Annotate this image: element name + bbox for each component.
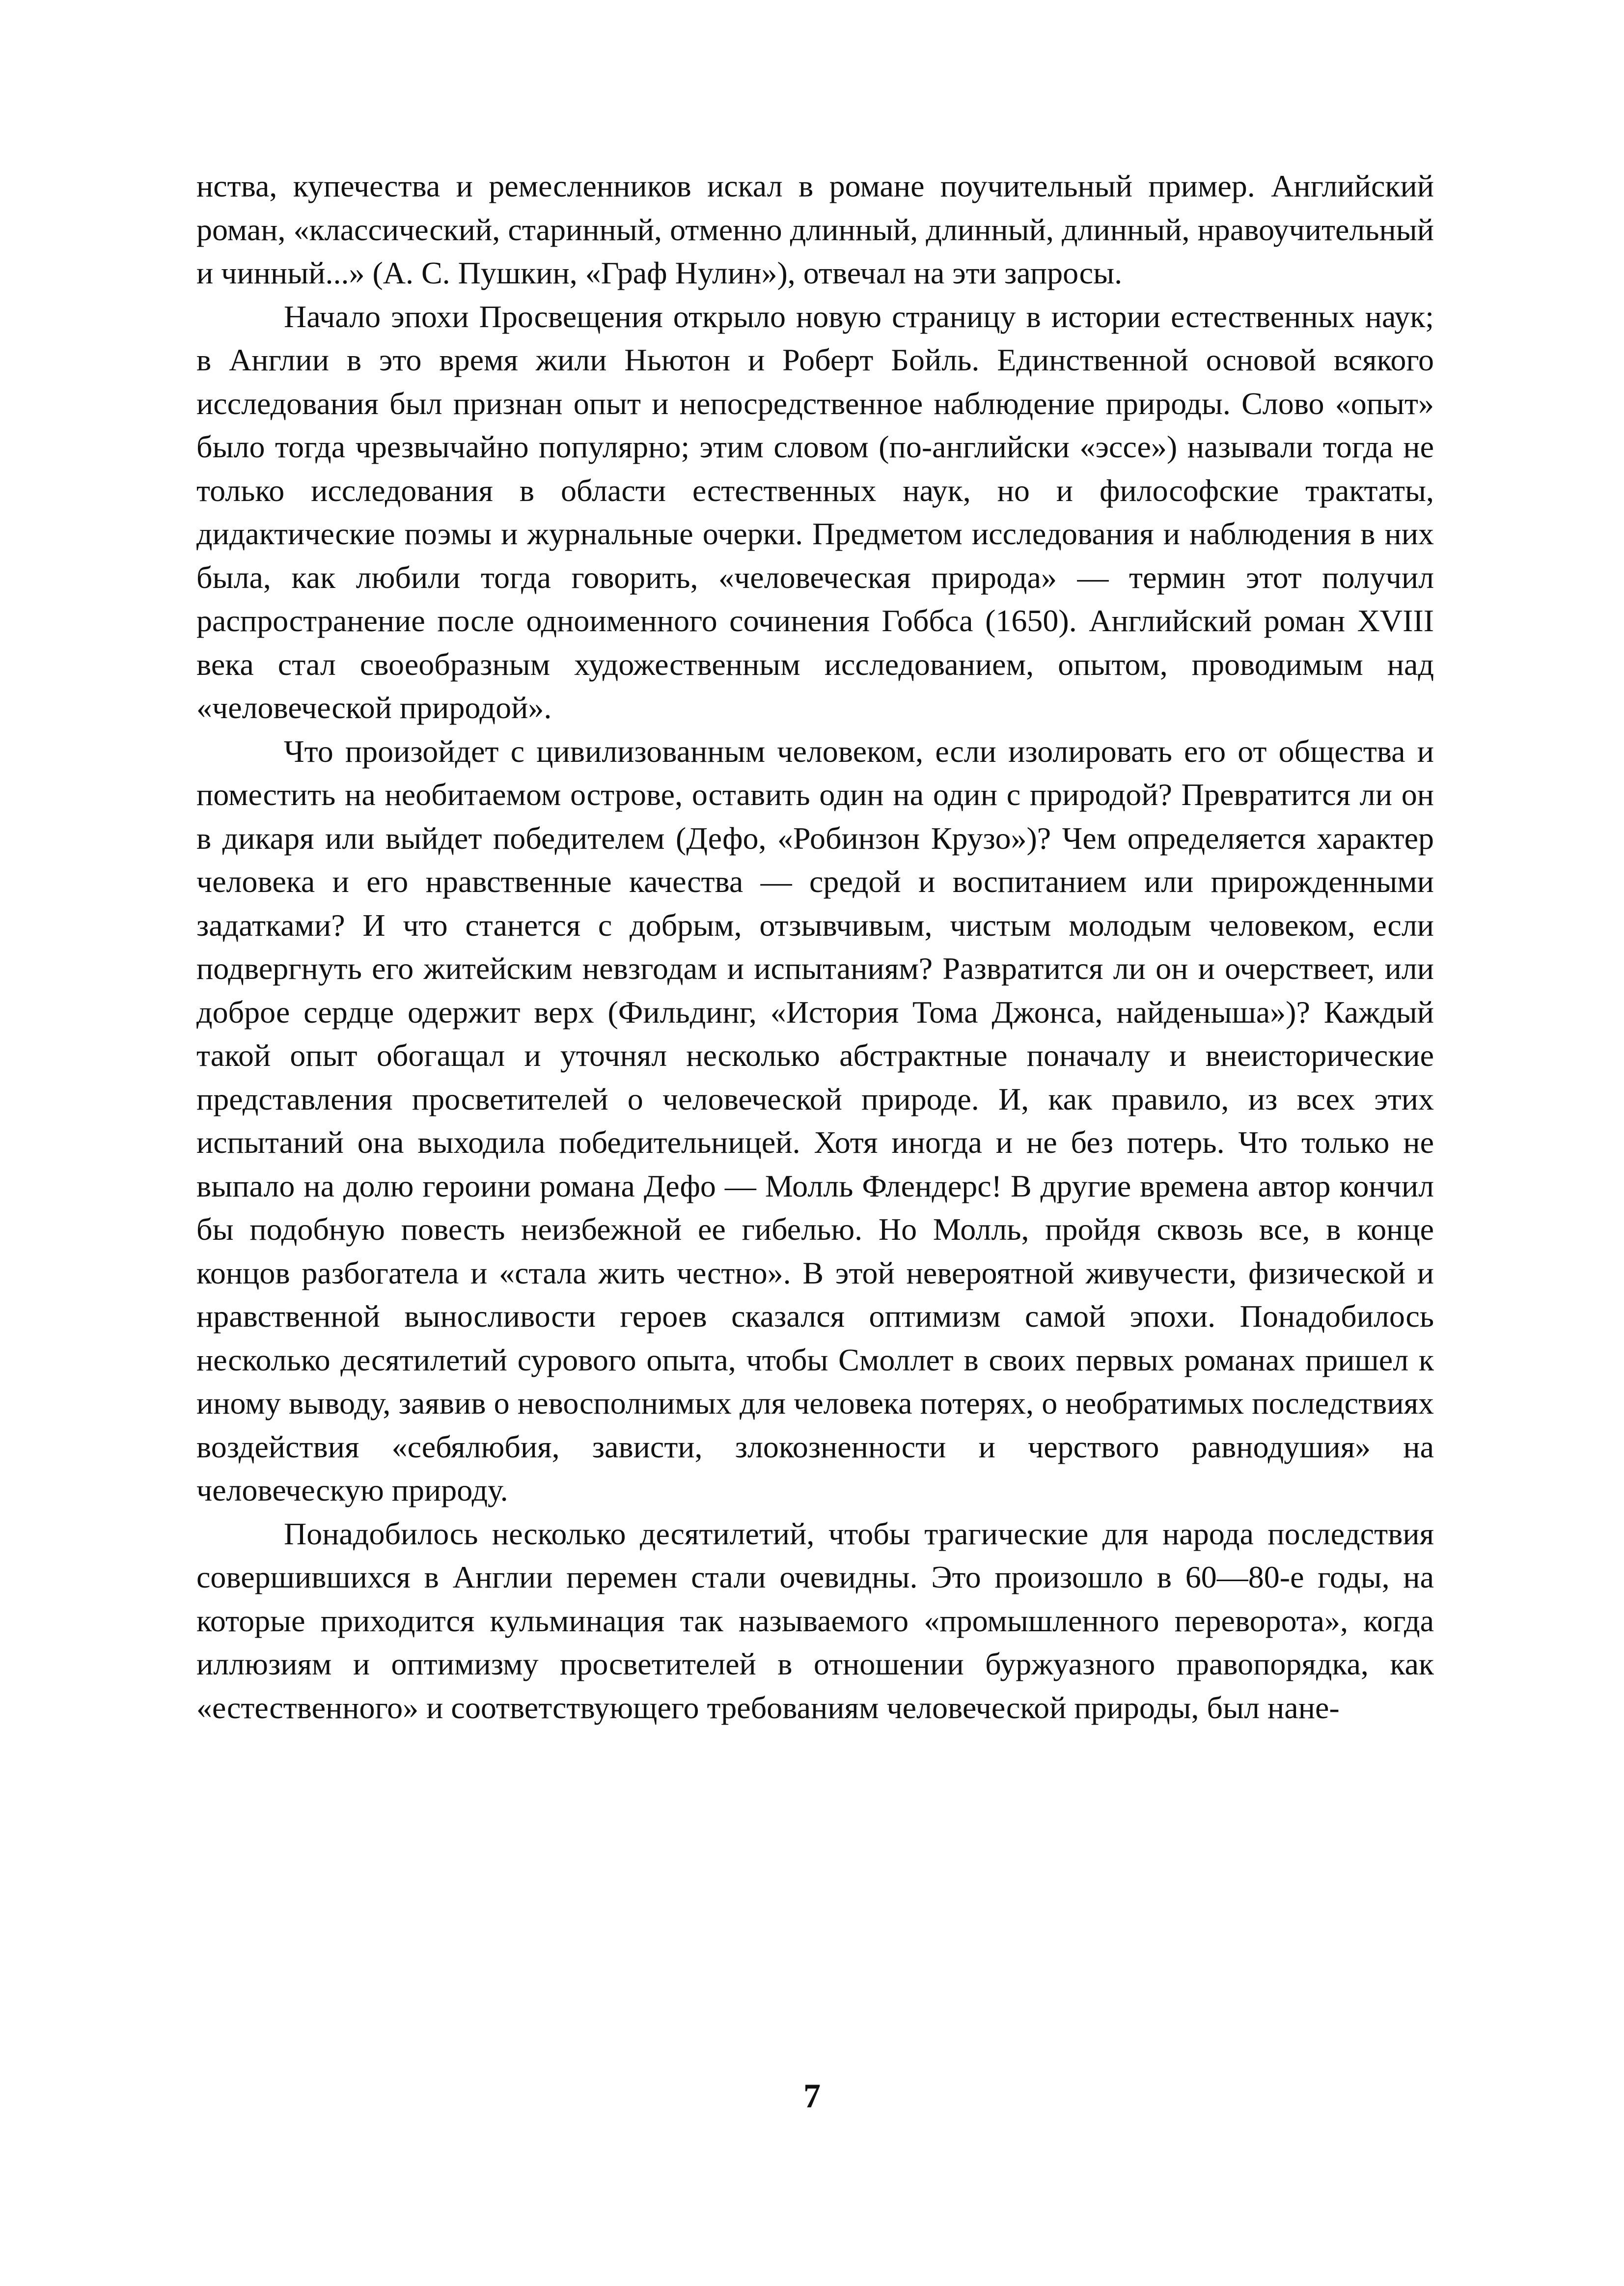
paragraph-continuation: нства, купечества и ремесленников искал в романе поучительный пример. Английский роман, «классический, старинный, отменно длинный, длинный, длинный, нравоучительный и чинный...» (А. С. Пушкин, «Граф Нулин»), отвечал на эти запросы. bbox=[196, 168, 1434, 290]
body-text bbox=[196, 165, 1434, 1729]
paragraph-decades: Понадобилось несколько десятилетий, чтобы трагические для народа последствия совершившихся в Англии перемен стали очевидны. Это произошло в 60—80-е годы, на которые приходится кульминация так называемого «промышленного переворота», когда иллюзиям и оптимизму просветителей в отношении буржуазного правопорядка, как «естественного» и соответствующего требованиям человеческой природы, был нане- bbox=[196, 1516, 1434, 1725]
paragraph-enlightenment: Начало эпохи Просвещения открыло новую страницу в истории естественных наук; в Англии в это время жили Ньютон и Роберт Бойль. Единственной основой всякого исследования был признан опыт и непосредственное наблюдение природы. Слово «опыт» было тогда чрезвычайно популярно; этим словом (по-английски «эссе») называли тогда не только исследования в области естественных наук, но и философские трактаты, дидактические поэмы и журнальные очерки. Предметом исследования и наблюдения в них была, как любили тогда говорить, «человеческая природа» — термин этот получил распространение после одноименного сочинения Гоббса (1650). Английский роман XVIII века стал своеобразным художественным исследованием, опытом, проводимым над «человеческой природой». bbox=[196, 299, 1434, 725]
paragraph-experiment: Что произойдет с цивилизованным человеком, если изолировать его от общества и поместить на необитаемом острове, оставить один на один с природой? Превратится ли он в дикаря или выйдет победителем (Дефо, «Робинзон Крузо»)? Чем определяется характер человека и его нравственные качества — средой и воспитанием или прирожденными задатками? И что станется с добрым, отзывчивым, чистым молодым человеком, если подвергнуть его житейским невзгодам и испытаниям? Развратится ли он и очерствеет, или доброе сердце одержит верх (Фильдинг, «История Тома Джонса, найденыша»)? Каждый такой опыт обогащал и уточнял несколько абстрактные поначалу и внеисторические представления просветителей о человеческой природе. И, как правило, из всех этих испытаний она выходила победительницей. Хотя иногда и не без потерь. Что только не выпало на долю героини романа Дефо — Молль Флендерс! В другие времена автор кончил бы подобную повесть неизбежной ее гибелью. Но Молль, пройдя сквозь все, в конце концов разбогатела и «стала жить честно». В этой невероятной живучести, физической и нравственной выносливости героев сказался оптимизм самой эпохи. Понадобилось несколько десятилетий сурового опыта, чтобы Смоллет в своих первых романах пришел к иному выводу, заявив о невосполнимых для человека потерях, о необратимых последствиях воздействия «себялюбия, зависти, злокозненности и черствого равнодушия» на человеческую природу. bbox=[196, 733, 1434, 1507]
page-number: 7 bbox=[803, 2077, 821, 2115]
